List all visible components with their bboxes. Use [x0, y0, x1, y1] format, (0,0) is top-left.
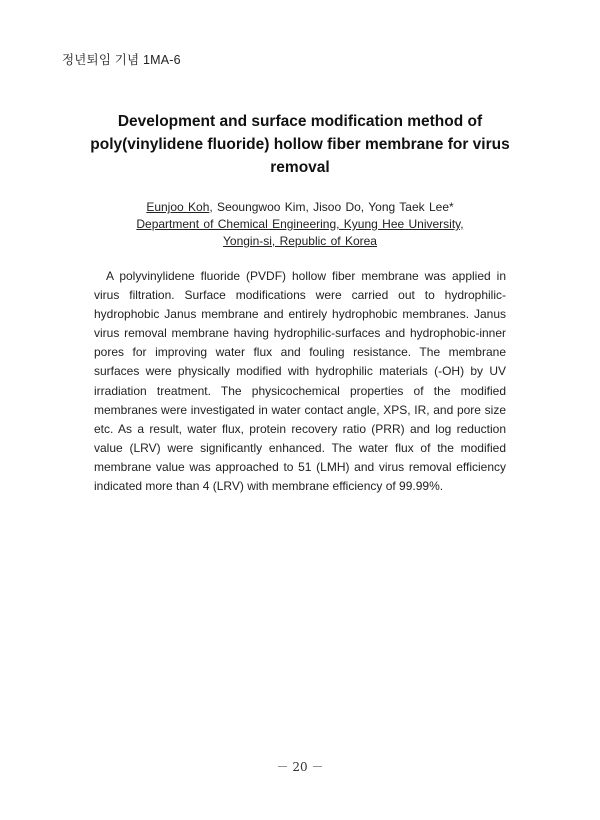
coauthors: , Seoungwoo Kim, Jisoo Do, Yong Taek Lee* [209, 200, 454, 214]
paper-title: Development and surface modification method of poly(vinylidene fluoride) hollow fiber membrane for virus removal [90, 113, 510, 176]
abstract-paragraph: A polyvinylidene fluoride (PVDF) hollow fiber membrane was applied in virus filtration. Surface modifications were carried out to hydrophilic-hydrophobic Janus membrane and entirely hydrophobic membranes. Janus virus removal membrane having hydrophilic-surfaces and hydrophobic-inner pores for improving water flux and fouling resistance. The membrane surfaces were physically modified with hydrophilic materials (-OH) by UV irradiation treatment. The physicochemical properties of the modified membranes were investigated in water contact angle, XPS, IR, and pore size etc. As a result, water flux, protein recovery ratio (PRR) and log reduction value (LRV) were significantly enhanced. The water flux of the modified membrane value was approached to 51 (LMH) and virus removal efficiency indicated more than 4 (LRV) with membrane efficiency of 99.99%. [94, 269, 506, 494]
session-code: 정년퇴임 기념 1MA-6 [62, 53, 181, 67]
affiliation-line-1: Department of Chemical Engineering, Kyung Hee University, [136, 217, 464, 231]
page-number: － 20 － [276, 760, 324, 774]
author-block [100, 199, 500, 250]
affiliation-line-2: Yongin-si, Republic of Korea [223, 234, 377, 248]
author-list [100, 199, 500, 216]
presenting-author: Eunjoo Koh [146, 200, 210, 214]
